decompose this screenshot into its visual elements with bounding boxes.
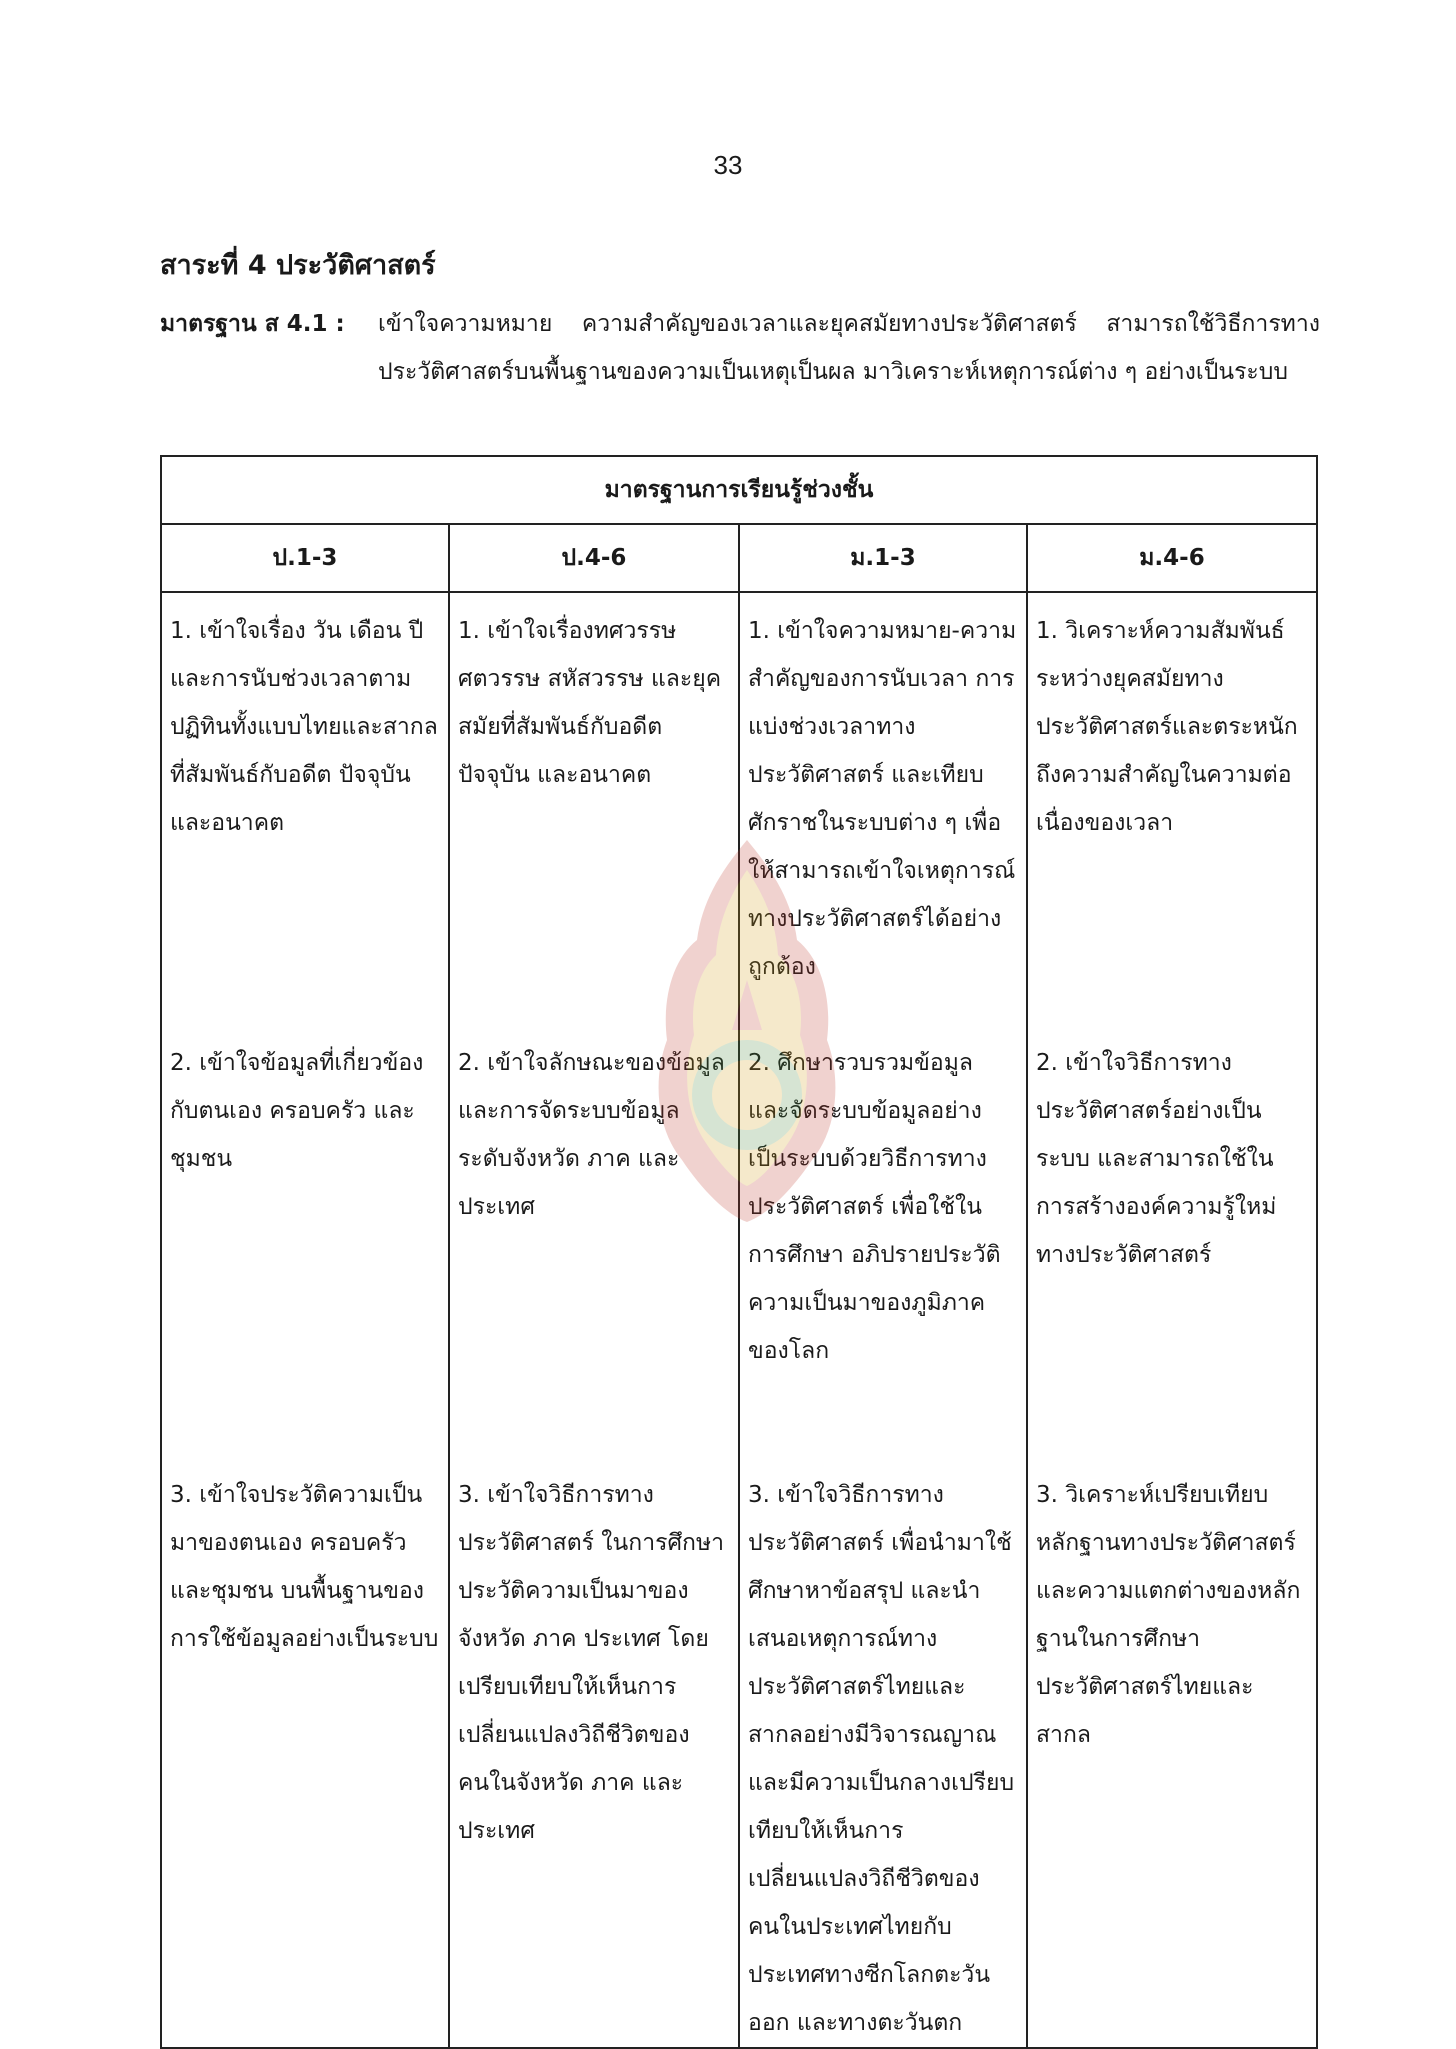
standard-item: 3. เข้าใจวิธีการทางประวัติศาสตร์ เพื่อนำมาใช้ศึกษาหาข้อสรุป และนำเสนอเหตุการณ์ทางประวัติศาสตร์ไทยและสากลอย่างมีวิจารณญาณและมีความเป็นกลางเปรียบเทียบให้เห็นการเปลี่ยนแปลงวิถีชีวิตของคนในประเทศไทยกับประเทศทางซีกโลกตะวันออก และทางตะวันตก <box>748 1482 1015 2036</box>
standard-item: 3. เข้าใจประวัติความเป็นมาของตนเอง ครอบครัว และชุมชน บนพื้นฐานของการใช้ข้อมูลอย่างเป็นระบบ <box>170 1482 439 1652</box>
column-header-p4-6: ป.4-6 <box>449 524 739 592</box>
column-p4-6 <box>449 592 739 2048</box>
standard-item: 1. เข้าใจเรื่อง วัน เดือน ปี และการนับช่วงเวลาตามปฏิทินทั้งแบบไทยและสากลที่สัมพันธ์กับอดีต ปัจจุบันและอนาคต <box>170 618 438 836</box>
column-p1-3 <box>161 592 449 2048</box>
standard-item: 3. เข้าใจวิธีการทางประวัติศาสตร์ ในการศึกษาประวัติความเป็นมาของจังหวัด ภาค ประเทศ โดยเปรียบเทียบให้เห็นการเปลี่ยนแปลงวิถีชีวิตของคนในจังหวัด ภาค และประเทศ <box>458 1482 725 1844</box>
standard-item: 2. เข้าใจข้อมูลที่เกี่ยวข้องกับตนเอง ครอบครัว และชุมชน <box>170 1050 424 1172</box>
standard-item: 1. วิเคราะห์ความสัมพันธ์ระหว่างยุคสมัยทางประวัติศาสตร์และตระหนักถึงความสำคัญในความต่อเนื่องของเวลา <box>1036 618 1298 836</box>
page-number: 33 <box>713 150 743 180</box>
standard-item: 1. เข้าใจเรื่องทศวรรษ ศตวรรษ สหัสวรรษ และยุคสมัยที่สัมพันธ์กับอดีต ปัจจุบัน และอนาคต <box>458 618 722 788</box>
standard-item: 1. เข้าใจความหมาย-ความสำคัญของการนับเวลา การแบ่งช่วงเวลาทางประวัติศาสตร์ และเทียบศักราชในระบบต่าง ๆ เพื่อให้สามารถเข้าใจเหตุการณ์ทางประวัติศาสตร์ได้อย่างถูกต้อง <box>748 618 1017 980</box>
standard-item: 2. เข้าใจลักษณะของข้อมูล และการจัดระบบข้อมูลระดับจังหวัด ภาค และประเทศ <box>458 1050 725 1220</box>
strand-heading: สาระที่ 4 ประวัติศาสตร์ <box>160 250 436 281</box>
standard-text: เข้าใจความหมาย ความสำคัญของเวลาและยุคสมัยทางประวัติศาสตร์ สามารถใช้วิธีการทางประวัติศาสตร์บนพื้นฐานของความเป็นเหตุเป็นผล มาวิเคราะห์เหตุการณ์ต่าง ๆ อย่างเป็นระบบ <box>378 311 1320 385</box>
standard-block <box>160 300 1320 396</box>
standard-item: 3. วิเคราะห์เปรียบเทียบหลักฐานทางประวัติศาสตร์และความแตกต่างของหลักฐานในการศึกษาประวัติศาสตร์ไทยและสากล <box>1036 1482 1301 1748</box>
standard-item: 2. ศึกษารวบรวมข้อมูล และจัดระบบข้อมูลอย่างเป็นระบบด้วยวิธีการทางประวัติศาสตร์ เพื่อใช้ในการศึกษา อภิปรายประวัติความเป็นมาของภูมิภาคของโลก <box>748 1050 1001 1364</box>
column-header-m1-3: ม.1-3 <box>739 524 1027 592</box>
standard-label: มาตรฐาน ส 4.1 : <box>160 311 345 337</box>
column-header-p1-3: ป.1-3 <box>161 524 449 592</box>
learning-standards-table <box>160 455 1318 2049</box>
column-m4-6 <box>1027 592 1317 2048</box>
column-m1-3 <box>739 592 1027 2048</box>
column-header-m4-6: ม.4-6 <box>1027 524 1317 592</box>
standard-item: 2. เข้าใจวิธีการทางประวัติศาสตร์อย่างเป็นระบบ และสามารถใช้ในการสร้างองค์ความรู้ใหม่ทางประวัติศาสตร์ <box>1036 1050 1277 1268</box>
table-title: มาตรฐานการเรียนรู้ช่วงชั้น <box>161 456 1317 524</box>
